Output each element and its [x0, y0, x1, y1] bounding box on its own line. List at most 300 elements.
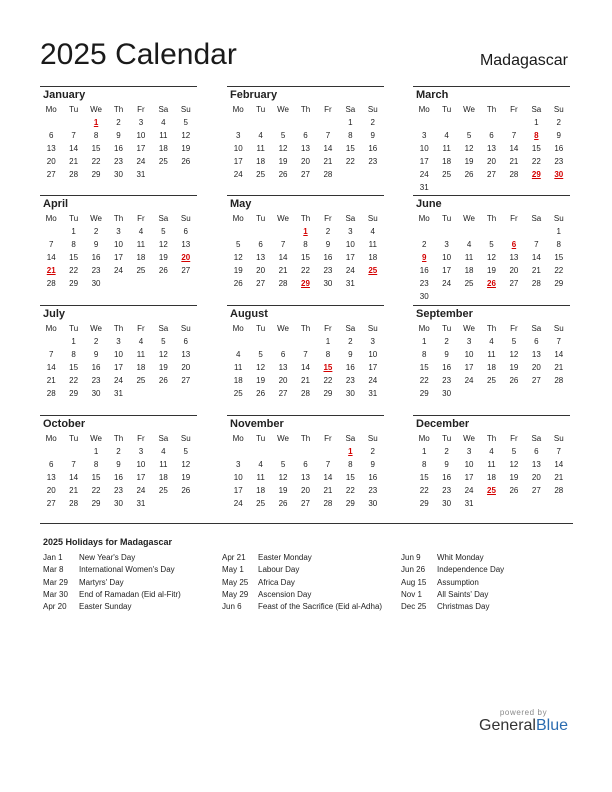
day-cell: 31 — [345, 279, 355, 288]
day-cell: 1 — [534, 118, 539, 127]
day-cell: 1 — [348, 118, 353, 127]
day-cell: 16 — [114, 144, 123, 153]
day-cell: 8 — [71, 240, 76, 249]
holiday-date: Nov 1 — [401, 589, 422, 599]
generalblue-logo — [479, 708, 568, 735]
day-cell: 6 — [183, 337, 188, 346]
day-cell: 15 — [531, 144, 541, 153]
day-cell: 13 — [301, 473, 310, 482]
day-cell: 25 — [256, 499, 266, 508]
day-cell: 3 — [466, 337, 472, 346]
day-grid — [40, 103, 197, 181]
weekday-header: Su — [367, 214, 378, 223]
day-cell: 28 — [301, 389, 310, 398]
day-cell: 17 — [345, 253, 355, 262]
weekday-header: Sa — [531, 434, 542, 443]
day-cell: 14 — [554, 350, 564, 359]
day-cell: 11 — [136, 350, 146, 359]
day-cell: 9 — [348, 350, 353, 359]
holiday-name: International Women's Day — [79, 565, 175, 575]
weekday-header: Tu — [69, 434, 79, 443]
day-cell: 31 — [114, 389, 123, 398]
day-cell: 26 — [278, 499, 288, 508]
day-cell: 31 — [136, 170, 146, 179]
day-cell: 27 — [531, 376, 541, 385]
weekday-header: Sa — [345, 214, 356, 223]
day-cell: 27 — [181, 266, 191, 275]
weekday-header: Tu — [442, 105, 452, 114]
weekday-header: Th — [300, 324, 311, 333]
day-cell: 28 — [323, 499, 333, 508]
weekday-header: Fr — [510, 214, 518, 223]
day-cell: 7 — [556, 447, 561, 456]
day-cell: 20 — [278, 376, 288, 385]
day-cell: 27 — [301, 170, 310, 179]
holiday-date: May 1 — [222, 565, 244, 575]
holiday-entry — [401, 564, 504, 576]
weekday-header: We — [277, 324, 289, 333]
day-cell: 19 — [278, 486, 288, 495]
weekday-header: Th — [300, 434, 311, 443]
weekday-header: Tu — [442, 324, 452, 333]
weekday-header: Tu — [256, 214, 266, 223]
day-cell: 19 — [278, 157, 288, 166]
day-cell: 20 — [301, 486, 310, 495]
day-cell: 7 — [511, 131, 517, 140]
day-cell: 9 — [370, 131, 375, 140]
day-cell: 14 — [509, 144, 519, 153]
day-cell: 31 — [464, 499, 474, 508]
day-cell: 7 — [48, 350, 54, 359]
holiday-entry — [43, 589, 181, 601]
day-cell: 1 — [71, 227, 76, 236]
day-cell: 15 — [301, 253, 310, 262]
day-cell: 24 — [345, 266, 355, 275]
day-cell: 4 — [161, 118, 166, 127]
day-cell: 26 — [256, 389, 266, 398]
holiday-day: 1 — [93, 118, 99, 127]
month-name: June — [416, 198, 442, 210]
day-cell: 28 — [509, 170, 519, 179]
day-cell: 21 — [554, 363, 564, 372]
day-cell: 20 — [531, 473, 541, 482]
day-cell: 18 — [158, 473, 168, 482]
holiday-name: All Saints' Day — [437, 589, 489, 599]
weekday-header: Fr — [324, 105, 332, 114]
day-cell: 10 — [114, 240, 123, 249]
day-cell: 28 — [46, 279, 56, 288]
weekday-header: Tu — [442, 214, 452, 223]
day-cell: 2 — [556, 118, 561, 127]
holiday-date: May 25 — [222, 577, 249, 587]
day-cell: 8 — [325, 350, 331, 359]
day-cell: 29 — [91, 499, 101, 508]
day-grid — [40, 212, 197, 290]
empty-cell — [480, 225, 502, 238]
day-cell: 10 — [233, 473, 243, 482]
day-cell: 5 — [258, 350, 263, 359]
month-name: May — [230, 198, 252, 210]
empty-cell — [249, 445, 271, 458]
month-december — [413, 415, 570, 510]
weekday-header: Tu — [69, 324, 79, 333]
day-cell: 19 — [233, 266, 243, 275]
day-cell: 7 — [325, 460, 331, 469]
holiday-column — [43, 552, 181, 613]
day-cell: 7 — [71, 131, 76, 140]
day-cell: 4 — [258, 460, 263, 469]
holiday-day: 21 — [46, 266, 56, 275]
day-cell: 18 — [442, 157, 452, 166]
day-cell: 20 — [256, 266, 266, 275]
day-cell: 17 — [464, 473, 474, 482]
day-cell: 8 — [348, 131, 353, 140]
weekday-header: Tu — [256, 105, 266, 114]
day-cell: 2 — [116, 447, 121, 456]
weekday-header: Tu — [256, 434, 266, 443]
day-cell: 11 — [487, 350, 496, 359]
day-cell: 9 — [556, 131, 561, 140]
month-march — [413, 86, 570, 194]
day-cell: 30 — [323, 279, 333, 288]
weekday-header: Th — [113, 214, 124, 223]
day-cell: 13 — [46, 144, 56, 153]
day-cell: 8 — [71, 350, 76, 359]
day-cell: 11 — [159, 131, 168, 140]
day-cell: 30 — [91, 389, 101, 398]
weekday-header: Su — [367, 324, 378, 333]
day-cell: 30 — [368, 499, 378, 508]
day-cell: 19 — [487, 266, 496, 275]
day-cell: 3 — [370, 337, 375, 346]
empty-cell — [249, 116, 271, 129]
day-cell: 18 — [136, 253, 146, 262]
month-april — [40, 195, 197, 290]
weekday-header: Fr — [510, 434, 518, 443]
day-cell: 15 — [345, 473, 355, 482]
holiday-entry — [43, 577, 181, 589]
day-cell: 5 — [489, 240, 494, 249]
day-cell: 9 — [116, 460, 121, 469]
day-cell: 20 — [531, 363, 541, 372]
holiday-entry — [222, 552, 382, 564]
holiday-name: Ascension Day — [258, 589, 312, 599]
day-cell: 4 — [258, 131, 263, 140]
day-cell: 18 — [368, 253, 378, 262]
weekday-header: We — [90, 324, 102, 333]
empty-cell — [317, 116, 339, 129]
day-cell: 26 — [181, 157, 191, 166]
day-cell: 21 — [531, 266, 541, 275]
weekday-header: Fr — [137, 214, 145, 223]
day-cell: 29 — [69, 389, 79, 398]
day-cell: 10 — [464, 350, 474, 359]
day-cell: 14 — [69, 473, 79, 482]
month-august — [227, 305, 384, 400]
empty-cell — [227, 445, 249, 458]
day-cell: 9 — [93, 350, 99, 359]
day-cell: 5 — [161, 337, 166, 346]
day-cell: 29 — [419, 499, 429, 508]
empty-cell — [272, 445, 294, 458]
holiday-entry — [43, 564, 181, 576]
day-cell: 9 — [444, 350, 449, 359]
day-cell: 5 — [511, 337, 517, 346]
day-cell: 27 — [256, 279, 266, 288]
day-cell: 22 — [69, 376, 79, 385]
day-cell: 12 — [181, 460, 191, 469]
day-cell: 11 — [136, 240, 146, 249]
day-cell: 23 — [554, 157, 564, 166]
day-cell: 10 — [368, 350, 378, 359]
day-cell: 11 — [256, 473, 265, 482]
holiday-day: 15 — [323, 363, 333, 372]
day-cell: 17 — [368, 363, 378, 372]
day-cell: 7 — [280, 240, 286, 249]
day-cell: 16 — [323, 253, 333, 262]
day-cell: 2 — [370, 447, 375, 456]
holiday-day: 20 — [181, 253, 191, 262]
month-name: October — [43, 418, 86, 430]
day-cell: 11 — [368, 240, 377, 249]
weekday-header: We — [463, 105, 475, 114]
day-cell: 15 — [91, 144, 101, 153]
empty-cell — [413, 225, 435, 238]
weekday-header: Mo — [232, 214, 244, 223]
day-cell: 13 — [509, 253, 519, 262]
holiday-name: End of Ramadan (Eid al-Fitr) — [79, 589, 181, 599]
day-cell: 25 — [158, 157, 168, 166]
day-cell: 16 — [368, 144, 378, 153]
day-cell: 12 — [233, 253, 243, 262]
holiday-name: Martyrs' Day — [79, 577, 124, 587]
day-cell: 4 — [235, 350, 241, 359]
day-cell: 3 — [138, 447, 144, 456]
weekday-header: Su — [553, 105, 564, 114]
day-cell: 24 — [464, 376, 474, 385]
day-cell: 20 — [487, 157, 496, 166]
brand-part2: Blue — [535, 717, 568, 734]
day-cell: 16 — [91, 363, 101, 372]
day-cell: 29 — [69, 279, 79, 288]
empty-cell — [317, 445, 339, 458]
day-cell: 29 — [323, 389, 333, 398]
day-cell: 14 — [323, 473, 333, 482]
day-cell: 22 — [69, 266, 79, 275]
weekday-header: Sa — [158, 324, 169, 333]
holiday-day: 1 — [303, 227, 308, 236]
day-cell: 22 — [323, 376, 333, 385]
day-cell: 22 — [91, 157, 101, 166]
day-cell: 29 — [345, 499, 355, 508]
day-cell: 22 — [554, 266, 564, 275]
day-cell: 23 — [91, 376, 101, 385]
holiday-name: Easter Sunday — [79, 602, 132, 612]
day-cell: 16 — [442, 473, 452, 482]
day-cell: 7 — [534, 240, 539, 249]
day-cell: 23 — [323, 266, 333, 275]
weekday-header: Th — [300, 214, 311, 223]
day-cell: 15 — [91, 473, 101, 482]
day-cell: 15 — [419, 363, 429, 372]
empty-cell — [40, 116, 62, 129]
empty-cell — [249, 225, 271, 238]
day-cell: 22 — [345, 486, 355, 495]
holiday-entry — [43, 552, 181, 564]
day-cell: 26 — [181, 486, 191, 495]
day-cell: 2 — [421, 240, 427, 249]
day-cell: 7 — [71, 460, 76, 469]
holiday-entry — [222, 601, 382, 613]
empty-cell — [62, 445, 84, 458]
day-cell: 23 — [442, 486, 452, 495]
day-cell: 8 — [93, 460, 99, 469]
day-cell: 1 — [421, 447, 427, 456]
day-cell: 27 — [301, 499, 310, 508]
day-grid — [227, 322, 384, 400]
day-cell: 15 — [554, 253, 564, 262]
empty-cell — [294, 116, 316, 129]
weekday-header: Fr — [137, 324, 145, 333]
day-cell: 11 — [234, 363, 243, 372]
holiday-name: Whit Monday — [437, 553, 484, 562]
day-cell: 28 — [554, 486, 564, 495]
day-cell: 12 — [158, 350, 168, 359]
holiday-day: 25 — [487, 486, 496, 495]
day-cell: 2 — [444, 337, 449, 346]
day-cell: 2 — [116, 118, 121, 127]
month-september — [413, 305, 570, 400]
empty-cell — [227, 225, 249, 238]
day-cell: 5 — [235, 240, 241, 249]
day-cell: 16 — [419, 266, 429, 275]
day-grid — [413, 103, 570, 194]
holiday-date: Jan 1 — [43, 553, 63, 562]
day-cell: 25 — [464, 279, 474, 288]
day-cell: 6 — [280, 350, 286, 359]
day-cell: 23 — [114, 486, 123, 495]
weekday-header: Sa — [531, 105, 542, 114]
holiday-day: 1 — [348, 447, 353, 456]
day-cell: 27 — [509, 279, 519, 288]
day-cell: 6 — [534, 337, 539, 346]
day-cell: 16 — [114, 473, 123, 482]
day-cell: 9 — [325, 240, 331, 249]
day-cell: 1 — [556, 227, 561, 236]
day-cell: 30 — [91, 279, 101, 288]
holiday-day: 30 — [554, 170, 564, 179]
empty-cell — [272, 225, 294, 238]
weekday-header: Su — [180, 434, 191, 443]
day-cell: 5 — [183, 447, 188, 456]
weekday-header: Sa — [158, 434, 169, 443]
weekday-header: Mo — [418, 434, 430, 443]
day-cell: 9 — [370, 460, 375, 469]
day-cell: 27 — [487, 170, 496, 179]
day-grid — [227, 432, 384, 510]
weekday-header: We — [277, 434, 289, 443]
day-cell: 21 — [301, 376, 310, 385]
day-cell: 24 — [136, 486, 146, 495]
day-cell: 23 — [368, 486, 378, 495]
holiday-day: 6 — [511, 240, 517, 249]
holiday-name: Independence Day — [437, 565, 505, 575]
day-cell: 5 — [511, 447, 517, 456]
day-cell: 25 — [136, 266, 146, 275]
empty-cell — [40, 225, 62, 238]
day-cell: 10 — [114, 350, 123, 359]
day-cell: 2 — [370, 118, 375, 127]
day-cell: 29 — [91, 170, 101, 179]
weekday-header: We — [90, 105, 102, 114]
empty-cell — [294, 335, 316, 348]
month-may — [227, 195, 384, 290]
day-cell: 18 — [233, 376, 243, 385]
day-cell: 18 — [158, 144, 168, 153]
day-cell: 13 — [256, 253, 266, 262]
weekday-header: We — [463, 214, 475, 223]
day-cell: 23 — [114, 157, 123, 166]
day-cell: 18 — [136, 363, 146, 372]
day-cell: 26 — [278, 170, 288, 179]
day-cell: 17 — [442, 266, 452, 275]
empty-cell — [40, 335, 62, 348]
day-cell: 11 — [442, 144, 451, 153]
day-cell: 4 — [466, 240, 472, 249]
weekday-header: Th — [113, 105, 124, 114]
day-cell: 10 — [419, 144, 429, 153]
day-cell: 30 — [345, 389, 355, 398]
weekday-header: Sa — [158, 214, 169, 223]
day-cell: 9 — [116, 131, 121, 140]
divider — [40, 523, 573, 524]
holiday-date: Aug 15 — [401, 577, 427, 587]
weekday-header: Sa — [531, 324, 542, 333]
day-cell: 1 — [421, 337, 427, 346]
empty-cell — [503, 225, 525, 238]
day-cell: 31 — [136, 499, 146, 508]
day-cell: 23 — [368, 157, 378, 166]
day-cell: 19 — [509, 473, 519, 482]
day-cell: 14 — [554, 460, 564, 469]
day-cell: 27 — [46, 499, 56, 508]
day-grid — [40, 322, 197, 400]
day-cell: 5 — [466, 131, 472, 140]
holiday-entry — [222, 589, 382, 601]
day-cell: 1 — [71, 337, 76, 346]
day-cell: 6 — [303, 460, 308, 469]
day-cell: 18 — [256, 157, 266, 166]
day-cell: 14 — [323, 144, 333, 153]
weekday-header: Fr — [324, 324, 332, 333]
holiday-date: Jun 9 — [401, 553, 421, 562]
day-cell: 26 — [158, 376, 168, 385]
weekday-header: Sa — [158, 105, 169, 114]
holiday-column — [222, 552, 382, 613]
month-name: November — [230, 418, 284, 430]
day-cell: 26 — [233, 279, 243, 288]
day-cell: 17 — [233, 486, 243, 495]
day-grid — [413, 432, 570, 510]
weekday-header: Mo — [45, 324, 57, 333]
weekday-header: Tu — [69, 105, 79, 114]
day-cell: 10 — [136, 131, 146, 140]
day-cell: 12 — [181, 131, 191, 140]
holiday-date: Mar 29 — [43, 577, 68, 587]
day-cell: 18 — [487, 363, 496, 372]
holiday-name: Labour Day — [258, 565, 300, 575]
day-cell: 3 — [116, 227, 121, 236]
